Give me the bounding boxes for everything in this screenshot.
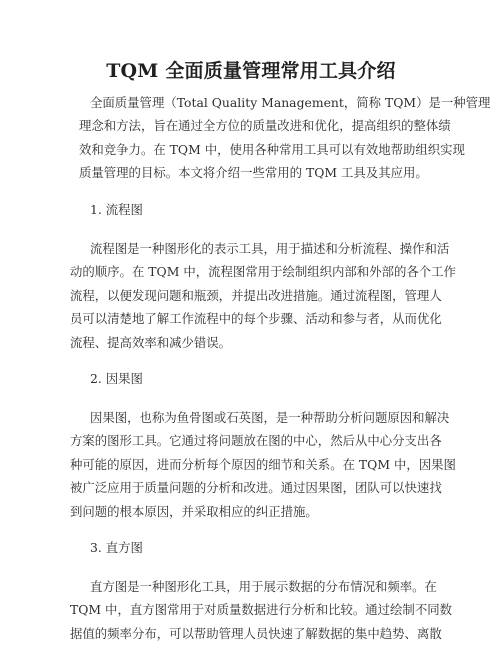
section-paragraph-histogram <box>70 575 452 645</box>
paragraph-line: 动的顺序。在 TQM 中，流程图常用于绘制组织内部和外部的各个工作 <box>70 264 456 280</box>
paragraph-line: 质量管理的目标。本文将介绍一些常用的 TQM 工具及其应用。 <box>79 165 428 181</box>
section-heading-histogram: 3. 直方图 <box>90 540 143 555</box>
paragraph-line: 直方图是一种图形化工具，用于展示数据的分布情况和频率。在 <box>90 579 437 594</box>
section-paragraph-flowchart <box>70 237 456 354</box>
paragraph-line: 据值的频率分布，可以帮助管理人员快速了解数据的集中趋势、离散 <box>70 625 442 641</box>
document-title: TQM 全面质量管理常用工具介绍 <box>106 60 396 82</box>
paragraph-line: 因果图，也称为鱼骨图或石英图，是一种帮助分析问题原因和解决 <box>90 410 450 425</box>
paragraph-line: 效和竞争力。在 TQM 中，使用各种常用工具可以有效地帮助组织实现 <box>79 141 465 157</box>
paragraph-line: 员可以清楚地了解工作流程中的每个步骤、活动和参与者，从而优化 <box>70 311 442 327</box>
paragraph-line: 流程图是一种图形化的表示工具，用于描述和分析流程、操作和活 <box>90 241 450 256</box>
paragraph-line: 种可能的原因，进而分析每个原因的细节和关系。在 TQM 中，因果图 <box>70 456 456 472</box>
paragraph-line: 到问题的根本原因，并采取相应的纠正措施。 <box>70 503 318 519</box>
paragraph-line: 全面质量管理（Total Quality Management，简称 TQM）是一种管理 <box>90 95 491 110</box>
section-paragraph-cause-effect <box>70 406 456 523</box>
intro-paragraph <box>79 91 491 185</box>
paragraph-line: 理念和方法，旨在通过全方位的质量改进和优化，提高组织的整体绩 <box>79 118 451 134</box>
paragraph-line: 被广泛应用于质量问题的分析和改进。通过因果图，团队可以快速找 <box>70 480 442 496</box>
section-heading-flowchart: 1. 流程图 <box>90 202 143 217</box>
paragraph-line: TQM 中，直方图常用于对质量数据进行分析和比较。通过绘制不同数 <box>70 602 452 618</box>
section-heading-cause-effect: 2. 因果图 <box>90 371 143 386</box>
paragraph-line: 方案的图形工具。它通过将问题放在图的中心，然后从中心分支出各 <box>70 433 442 449</box>
paragraph-line: 流程，以便发现问题和瓶颈，并提出改进措施。通过流程图，管理人 <box>70 287 442 303</box>
paragraph-line: 流程、提高效率和减少错误。 <box>70 334 232 350</box>
